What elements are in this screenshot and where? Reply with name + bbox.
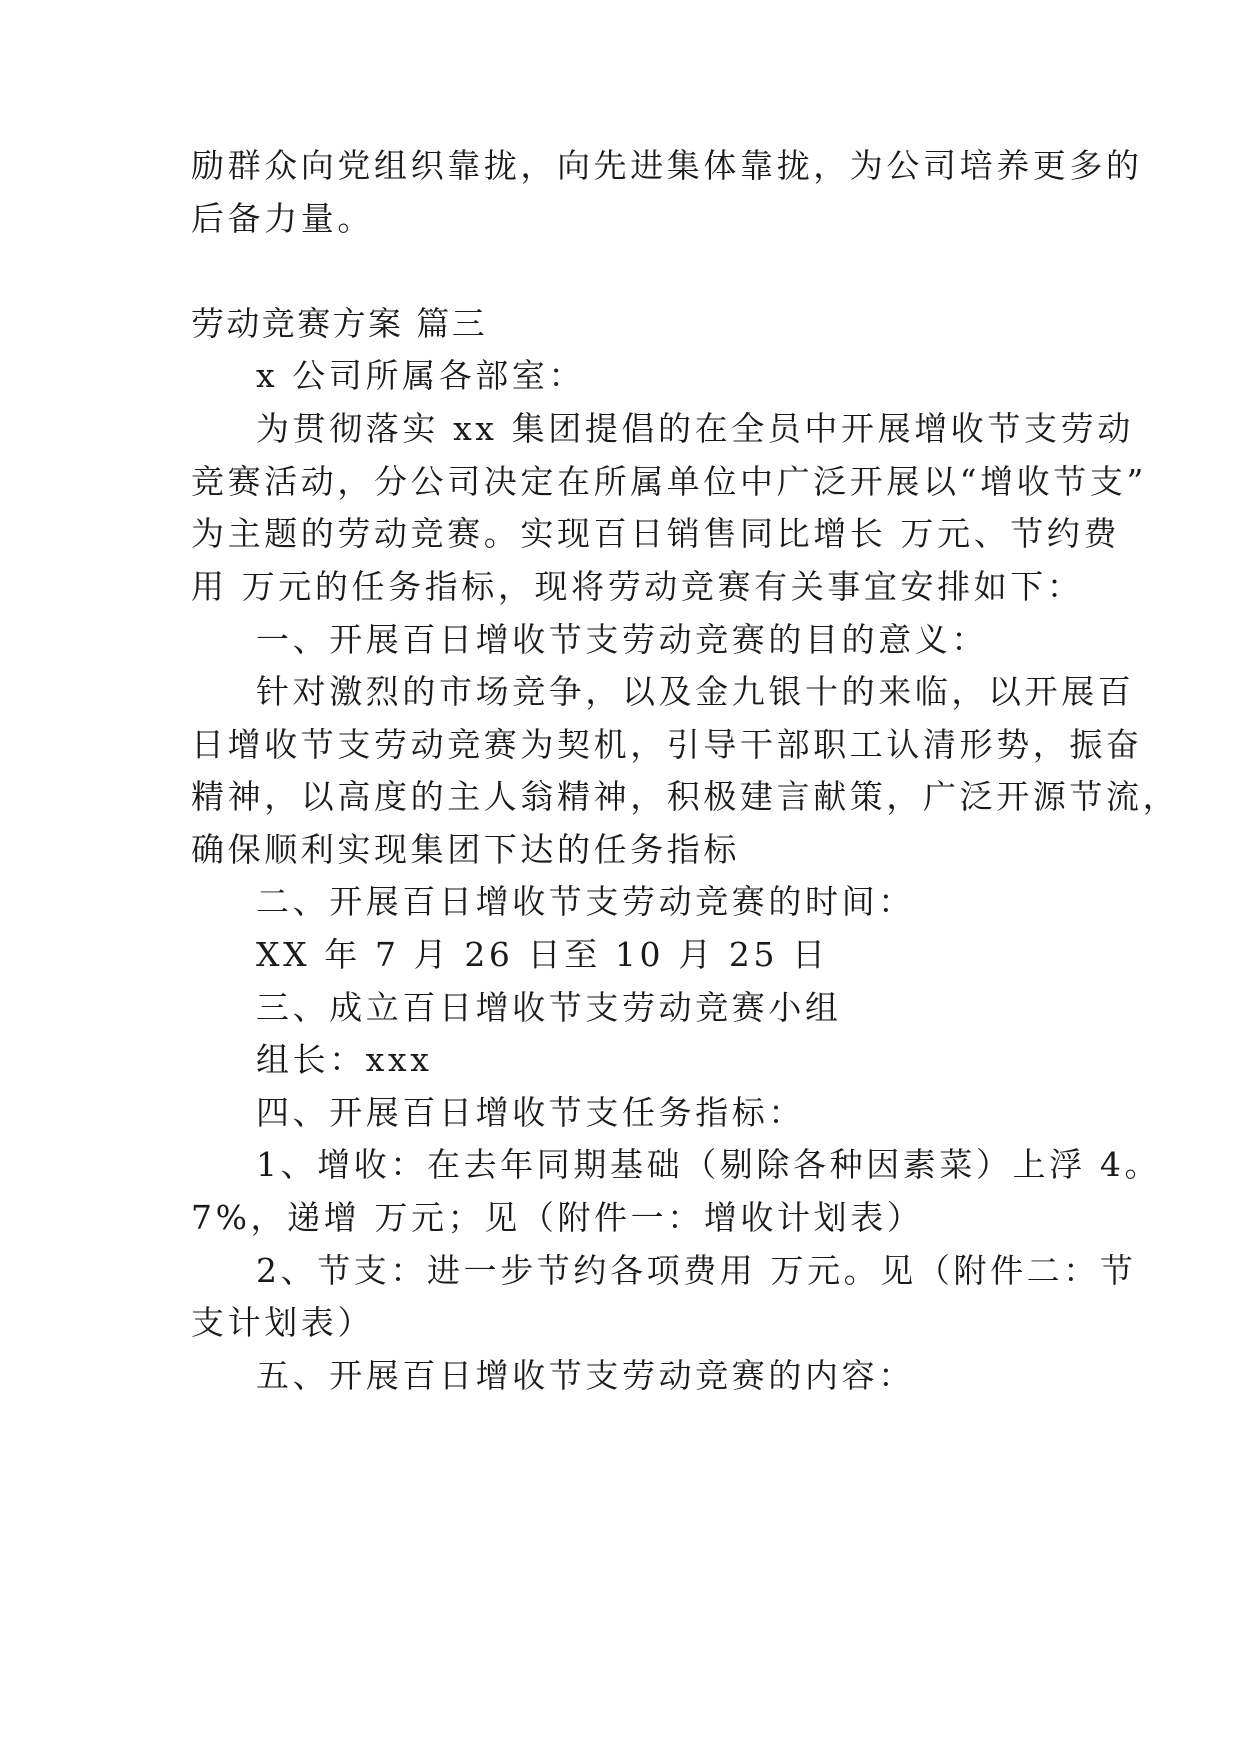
intro-paragraph-line: 为贯彻落实 xx 集团提倡的在全员中开展增收节支劳动 bbox=[256, 409, 1134, 448]
section-heading-purpose: 一、开展百日增收节支劳动竞赛的目的意义： bbox=[256, 620, 988, 659]
section-heading-targets: 四、开展百日增收节支任务指标： bbox=[256, 1093, 805, 1132]
section-heading-team: 三、成立百日增收节支劳动竞赛小组 bbox=[256, 988, 842, 1027]
salutation: x 公司所属各部室： bbox=[256, 356, 586, 395]
section-heading-content: 五、开展百日增收节支劳动竞赛的内容： bbox=[256, 1356, 915, 1395]
purpose-paragraph-line: 确保顺利实现集团下达的任务指标 bbox=[191, 830, 740, 869]
carryover-paragraph-line: 后备力量。 bbox=[191, 199, 374, 238]
section-heading-time: 二、开展百日增收节支劳动竞赛的时间： bbox=[256, 882, 915, 921]
competition-dates: XX 年 7 月 26 日至 10 月 25 日 bbox=[256, 935, 829, 974]
purpose-paragraph-line: 日增收节支劳动竞赛为契机，引导干部职工认清形势，振奋 bbox=[191, 725, 1143, 764]
carryover-paragraph-line: 励群众向党组织靠拢，向先进集体靠拢，为公司培养更多的 bbox=[191, 146, 1143, 185]
section-title: 劳动竞赛方案 篇三 bbox=[191, 304, 488, 343]
target-item-savings: 2、节支：进一步节约各项费用 万元。见（附件二：节 bbox=[256, 1251, 1137, 1290]
target-item-revenue: 1、增收：在去年同期基础（剔除各种因素菜）上浮 4。 bbox=[256, 1145, 1162, 1184]
purpose-paragraph-line: 针对激烈的市场竞争，以及金九银十的来临，以开展百 bbox=[256, 672, 1135, 711]
team-leader: 组长：xxx bbox=[256, 1040, 433, 1079]
intro-paragraph-line: 为主题的劳动竞赛。实现百日销售同比增长 万元、节约费 bbox=[191, 514, 1121, 553]
target-item-revenue-cont: 7%，递增 万元；见（附件一：增收计划表） bbox=[191, 1198, 924, 1237]
purpose-paragraph-line: 精神，以高度的主人翁精神，积极建言献策，广泛开源节流， bbox=[191, 777, 1180, 816]
target-item-savings-cont: 支计划表） bbox=[191, 1303, 374, 1342]
intro-paragraph-line: 竞赛活动，分公司决定在所属单位中广泛开展以“增收节支” bbox=[191, 462, 1147, 501]
intro-paragraph-line: 用 万元的任务指标，现将劳动竞赛有关事宜安排如下： bbox=[191, 567, 1084, 606]
